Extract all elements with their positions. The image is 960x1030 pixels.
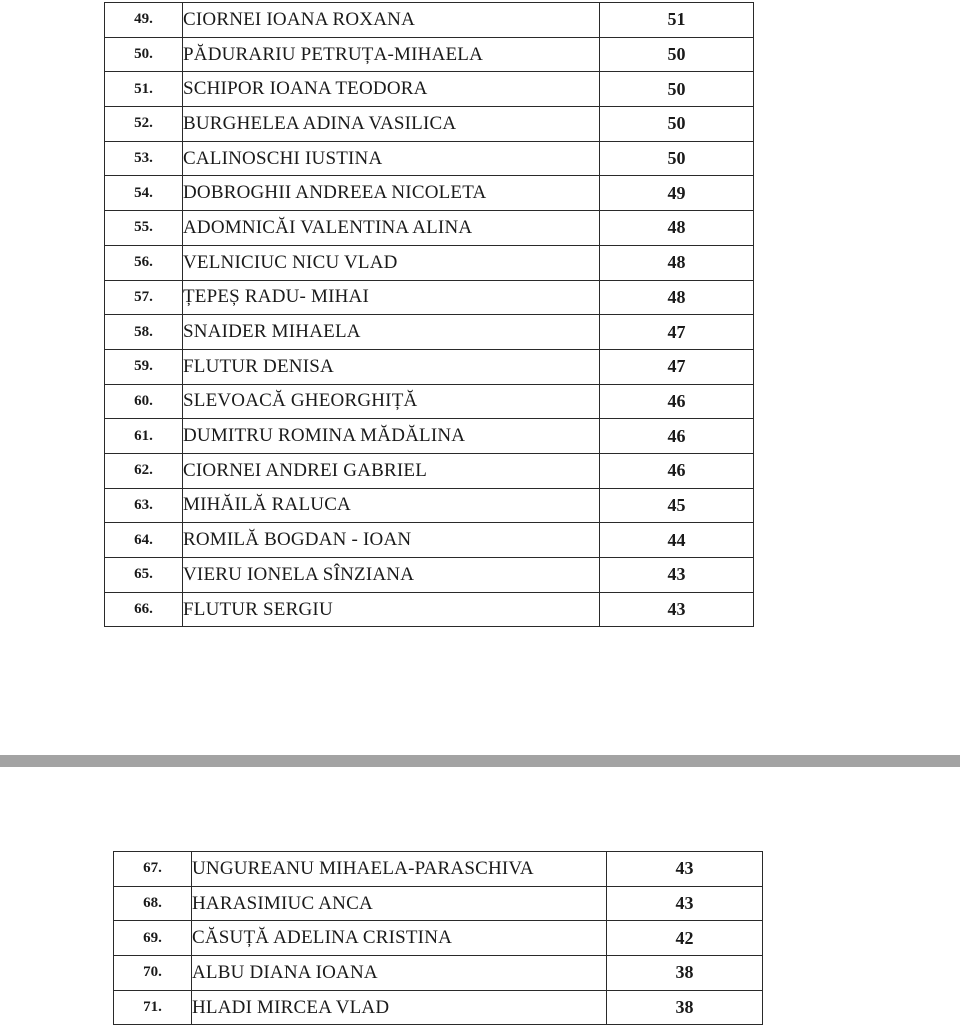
- candidate-name: SLEVOACĂ GHEORGHIȚĂ: [183, 384, 600, 419]
- row-number: 58.: [105, 315, 183, 350]
- candidate-score: 48: [600, 211, 754, 246]
- table-row: [105, 384, 754, 419]
- table-row: [105, 349, 754, 384]
- candidate-score: 45: [600, 488, 754, 523]
- candidate-name: UNGUREANU MIHAELA-PARASCHIVA: [192, 852, 607, 887]
- row-number: 50.: [105, 37, 183, 72]
- table-row: [105, 72, 754, 107]
- row-number: 70.: [114, 956, 192, 991]
- candidate-name: FLUTUR DENISA: [183, 349, 600, 384]
- table-row: [105, 315, 754, 350]
- table-row: [105, 3, 754, 38]
- candidate-name: MIHĂILĂ RALUCA: [183, 488, 600, 523]
- candidate-name: BURGHELEA ADINA VASILICA: [183, 107, 600, 142]
- candidate-score: 48: [600, 280, 754, 315]
- candidate-name: VELNICIUC NICU VLAD: [183, 245, 600, 280]
- row-number: 66.: [105, 592, 183, 627]
- candidate-score: 50: [600, 141, 754, 176]
- candidate-score: 43: [600, 558, 754, 593]
- row-number: 69.: [114, 921, 192, 956]
- table-row: [105, 37, 754, 72]
- table-row: [105, 280, 754, 315]
- candidate-score: 44: [600, 523, 754, 558]
- row-number: 65.: [105, 558, 183, 593]
- candidate-score: 38: [607, 990, 763, 1025]
- candidate-name: CIORNEI IOANA ROXANA: [183, 3, 600, 38]
- row-number: 61.: [105, 419, 183, 454]
- results-table-page-1: [104, 2, 754, 627]
- document-page-2: [0, 767, 960, 1030]
- candidate-name: ALBU DIANA IOANA: [192, 956, 607, 991]
- results-table-page-2: [113, 851, 763, 1025]
- results-table-body: [105, 3, 754, 627]
- candidate-score: 43: [600, 592, 754, 627]
- row-number: 62.: [105, 453, 183, 488]
- candidate-name: CIORNEI ANDREI GABRIEL: [183, 453, 600, 488]
- candidate-score: 49: [600, 176, 754, 211]
- candidate-score: 43: [607, 886, 763, 921]
- table-row: [105, 453, 754, 488]
- candidate-score: 47: [600, 349, 754, 384]
- candidate-score: 50: [600, 72, 754, 107]
- table-row: [105, 488, 754, 523]
- candidate-name: FLUTUR SERGIU: [183, 592, 600, 627]
- table-row: [105, 107, 754, 142]
- row-number: 71.: [114, 990, 192, 1025]
- candidate-score: 50: [600, 37, 754, 72]
- candidate-name: DOBROGHII ANDREEA NICOLETA: [183, 176, 600, 211]
- candidate-name: VIERU IONELA SÎNZIANA: [183, 558, 600, 593]
- table-row: [105, 211, 754, 246]
- candidate-score: 38: [607, 956, 763, 991]
- candidate-name: PĂDURARIU PETRUȚA-MIHAELA: [183, 37, 600, 72]
- candidate-score: 47: [600, 315, 754, 350]
- candidate-score: 46: [600, 419, 754, 454]
- candidate-score: 50: [600, 107, 754, 142]
- page-separator: [0, 755, 960, 767]
- candidate-name: HLADI MIRCEA VLAD: [192, 990, 607, 1025]
- row-number: 67.: [114, 852, 192, 887]
- row-number: 59.: [105, 349, 183, 384]
- table-row: [105, 558, 754, 593]
- results-table-body: [114, 852, 763, 1025]
- row-number: 52.: [105, 107, 183, 142]
- table-row: [105, 245, 754, 280]
- candidate-score: 46: [600, 453, 754, 488]
- candidate-score: 48: [600, 245, 754, 280]
- candidate-name: DUMITRU ROMINA MĂDĂLINA: [183, 419, 600, 454]
- candidate-score: 51: [600, 3, 754, 38]
- candidate-score: 46: [600, 384, 754, 419]
- candidate-name: CĂSUȚĂ ADELINA CRISTINA: [192, 921, 607, 956]
- table-row: [114, 990, 763, 1025]
- row-number: 57.: [105, 280, 183, 315]
- row-number: 54.: [105, 176, 183, 211]
- candidate-name: SCHIPOR IOANA TEODORA: [183, 72, 600, 107]
- candidate-score: 42: [607, 921, 763, 956]
- table-row: [114, 921, 763, 956]
- table-row: [105, 592, 754, 627]
- candidate-score: 43: [607, 852, 763, 887]
- table-row: [105, 419, 754, 454]
- table-row: [114, 886, 763, 921]
- table-row: [114, 956, 763, 991]
- candidate-name: HARASIMIUC ANCA: [192, 886, 607, 921]
- table-row: [105, 176, 754, 211]
- row-number: 63.: [105, 488, 183, 523]
- row-number: 56.: [105, 245, 183, 280]
- candidate-name: ȚEPEȘ RADU- MIHAI: [183, 280, 600, 315]
- row-number: 49.: [105, 3, 183, 38]
- row-number: 68.: [114, 886, 192, 921]
- row-number: 53.: [105, 141, 183, 176]
- table-row: [114, 852, 763, 887]
- candidate-name: SNAIDER MIHAELA: [183, 315, 600, 350]
- row-number: 55.: [105, 211, 183, 246]
- row-number: 60.: [105, 384, 183, 419]
- candidate-name: CALINOSCHI IUSTINA: [183, 141, 600, 176]
- table-row: [105, 523, 754, 558]
- candidate-name: ADOMNICĂI VALENTINA ALINA: [183, 211, 600, 246]
- row-number: 51.: [105, 72, 183, 107]
- table-row: [105, 141, 754, 176]
- row-number: 64.: [105, 523, 183, 558]
- candidate-name: ROMILĂ BOGDAN - IOAN: [183, 523, 600, 558]
